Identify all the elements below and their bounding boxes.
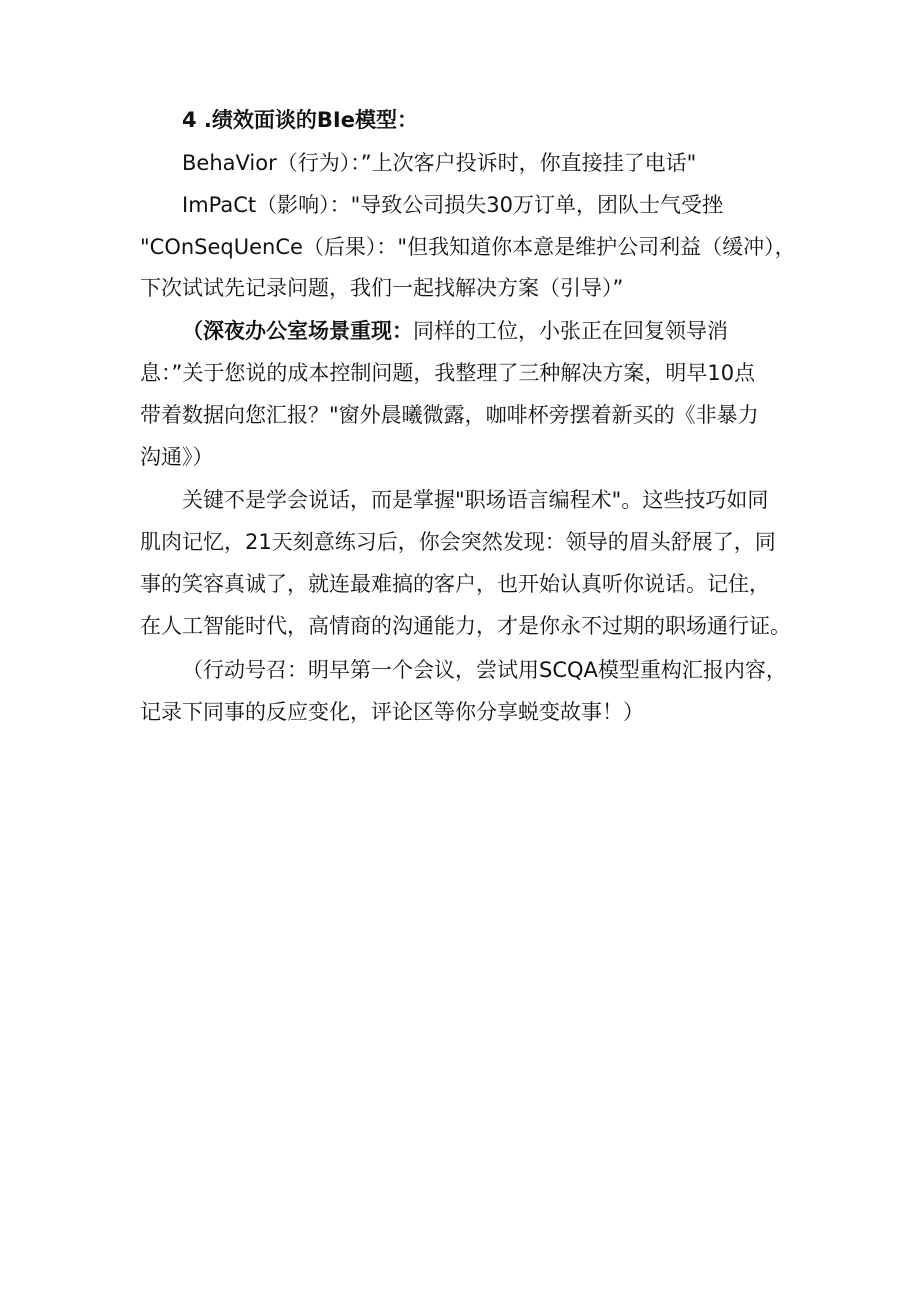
call-to-action-line: 记录下同事的反应变化，评论区等你分享蜕变故事！） [140,700,644,724]
conclusion-paragraph-line: 事的笑容真诚了，就连最难搞的客户，也开始认真听你说话。记住， [140,572,770,596]
conclusion-paragraph-line: 在人工智能时代，高情商的沟通能力，才是你永不过期的职场通行证。 [140,614,791,638]
scene-text: 同样的工位，小张正在回复领导消 [413,319,728,343]
behavior-line: BehaVior（行为）：”上次客户投诉时，你直接挂了电话" [182,151,697,175]
conclusion-paragraph-line: 关键不是学会说话，而是掌握"职场语言编程术"。这些技巧如同 [182,488,769,512]
scene-label: （深夜办公室场景重现： [182,319,413,343]
scene-paragraph-line: 息：”关于您说的成本控制问题，我整理了三种解决方案，明早10点 [140,361,756,385]
scene-paragraph-line: 带着数据向您汇报？"窗外晨曦微露，咖啡杯旁摆着新买的《非暴力 [140,403,759,427]
consequence-line-continued: 下次试试先记录问题，我们一起找解决方案（引导）” [140,276,624,300]
scene-paragraph-line [182,311,728,352]
scene-paragraph-line: 沟通》） [140,445,214,469]
section-heading: 4 .绩效面谈的BIe模型： [182,108,418,132]
conclusion-paragraph-line: 肌肉记忆，21天刻意练习后，你会突然发现：领导的眉头舒展了，同 [140,530,776,554]
call-to-action-line: （行动号召：明早第一个会议，尝试用SCQA模型重构汇报内容， [182,658,787,682]
impact-line: ImPaCt（影响）："导致公司损失30万订单，团队士气受挫 [182,193,724,217]
consequence-line: "COnSeqUenCe（后果）："但我知道你本意是维护公司利益（缓冲）， [140,235,796,259]
